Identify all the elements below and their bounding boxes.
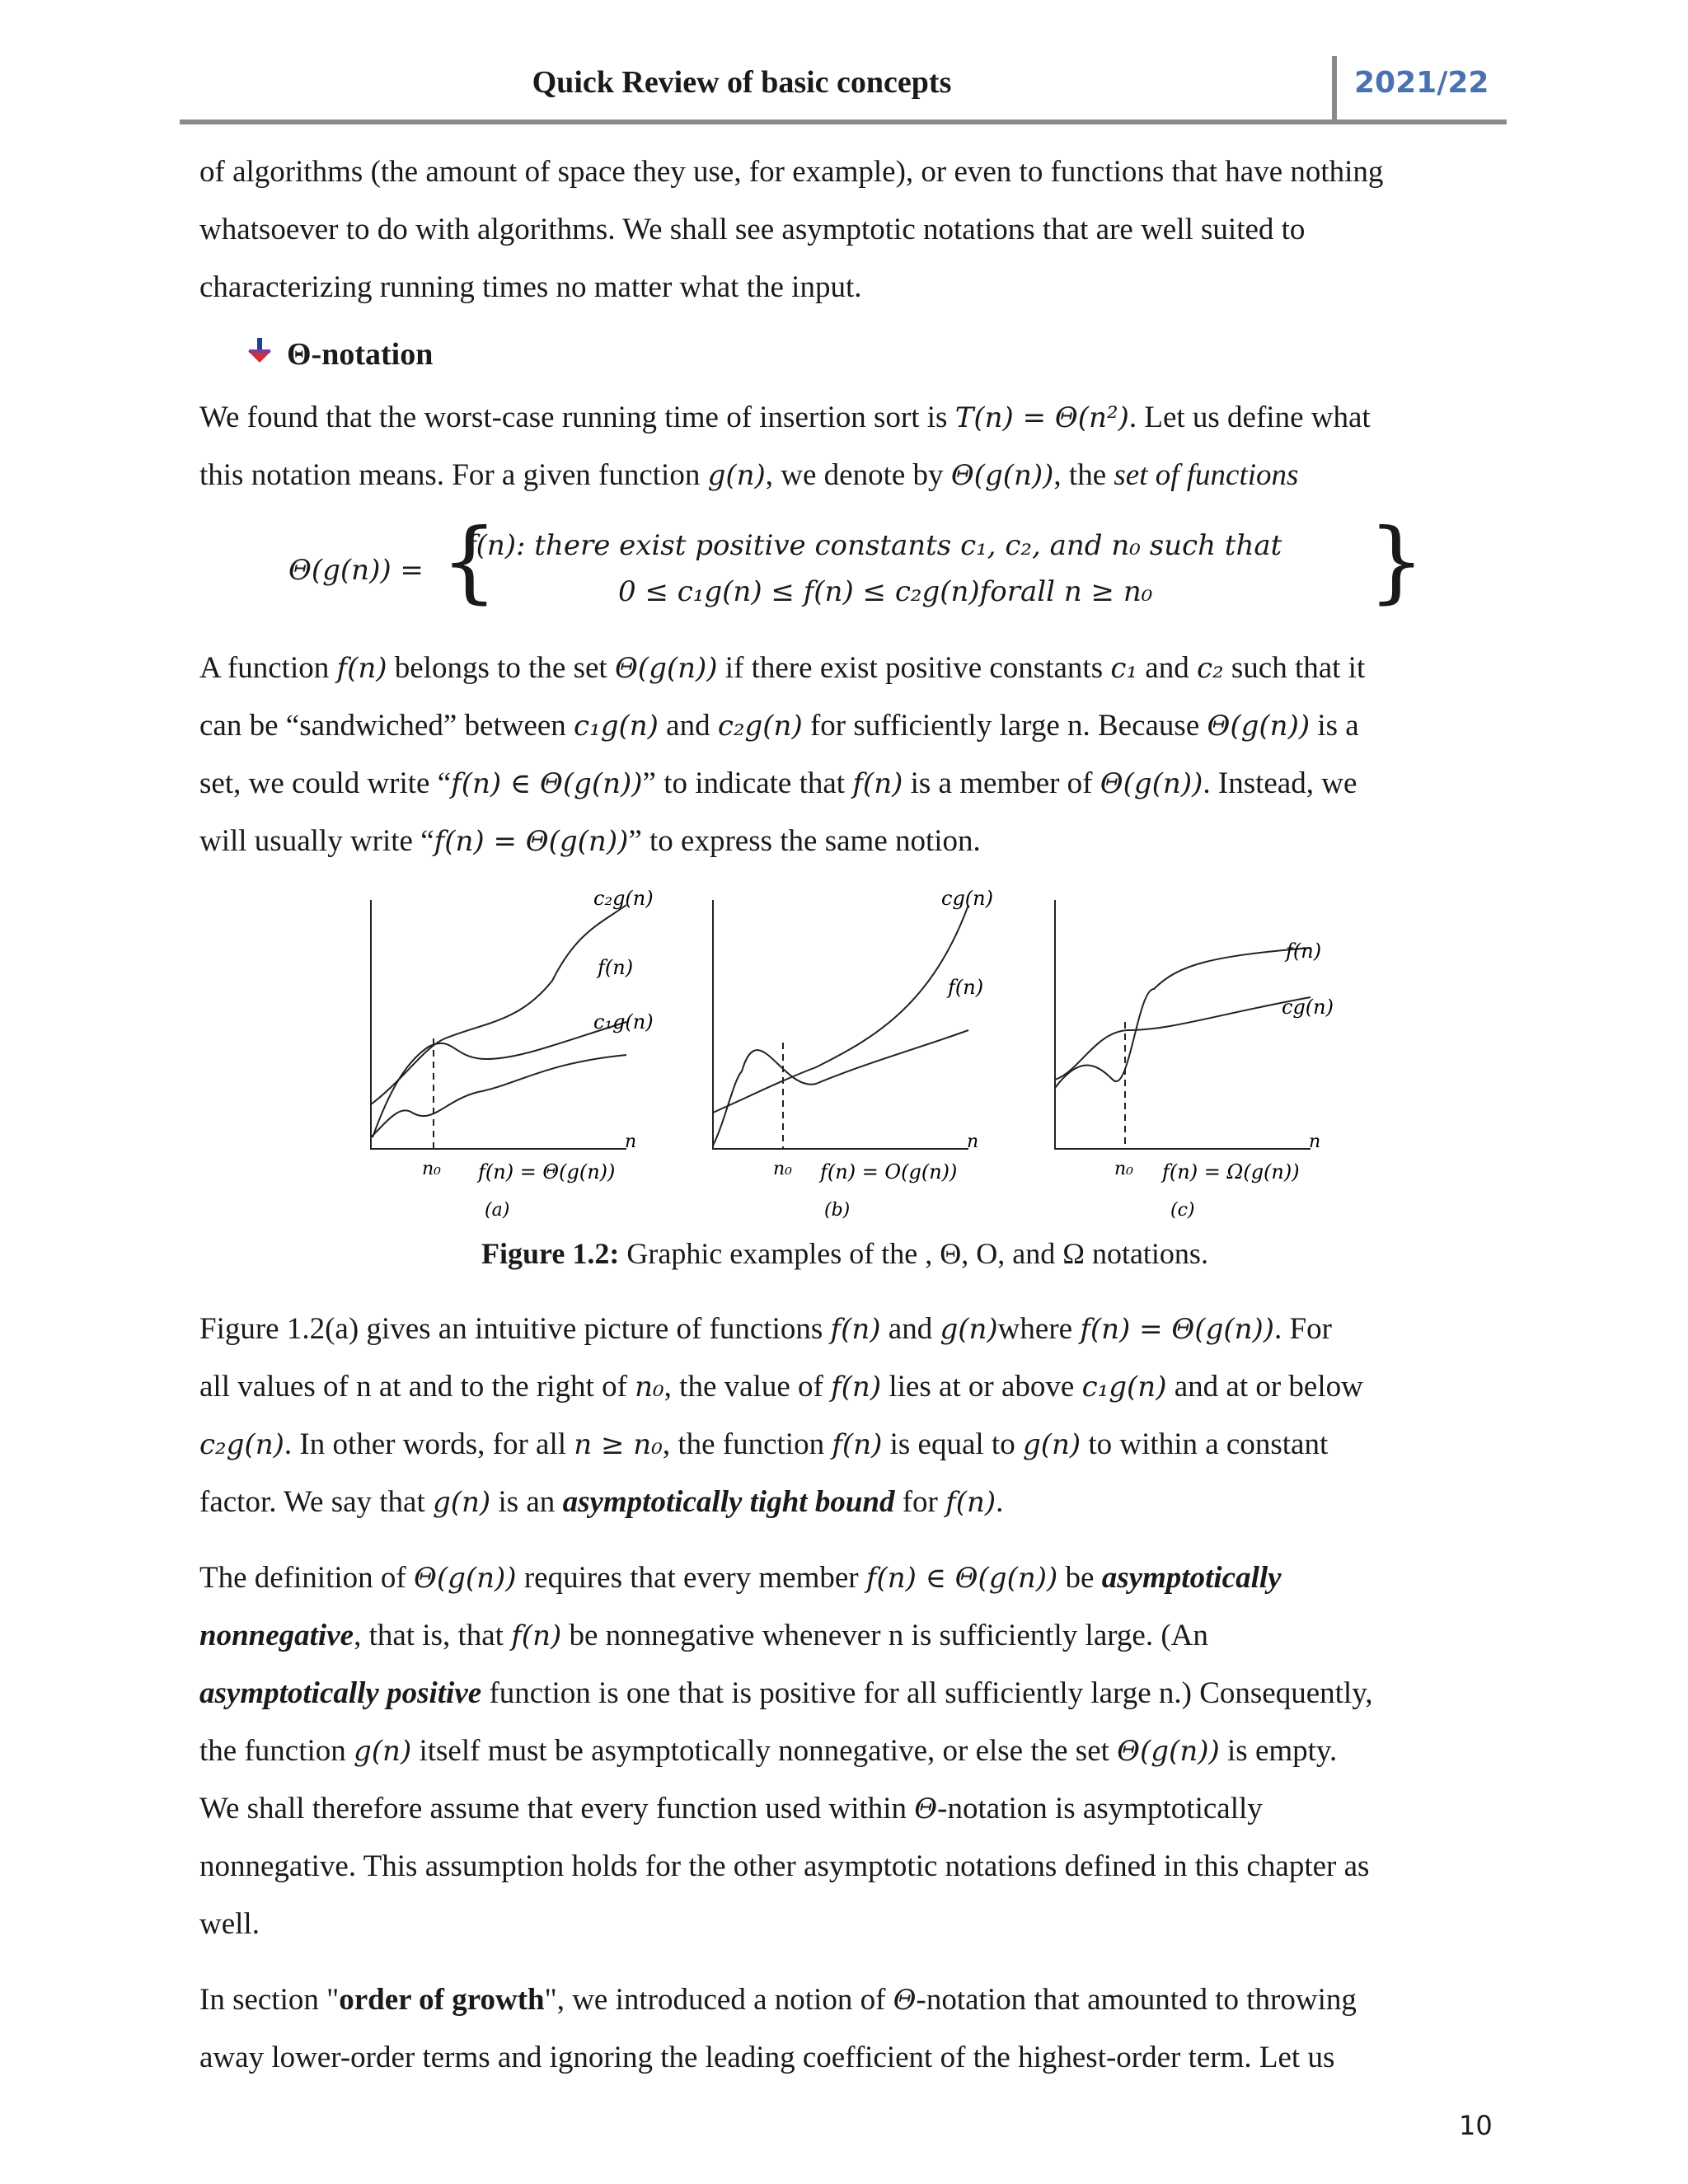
math: f(n) ∈ Θ(g(n)) (451, 767, 643, 800)
text: . (996, 1485, 1004, 1519)
text: be (1057, 1561, 1102, 1595)
label-n-a: n (625, 1132, 637, 1152)
text: Figure 1.2(a) gives an intuitive picture of functions (199, 1312, 831, 1346)
text-line (199, 1971, 1485, 2029)
text: ” to indicate that (642, 766, 853, 800)
formula-line-2: 0 ≤ c₁g(n) ≤ f(n) ≤ c₂g(n)forall n ≥ n₀ (618, 575, 1153, 608)
header-separator (1332, 56, 1337, 120)
text: order of growth (339, 1983, 545, 2017)
math: f(n) (852, 767, 903, 800)
text-line (199, 640, 1485, 697)
label-n0-c: n₀ (1114, 1159, 1133, 1179)
section-heading (246, 336, 433, 373)
text-line (199, 1416, 1485, 1474)
text: The definition of (199, 1561, 414, 1595)
page-number: 10 (1459, 2110, 1493, 2141)
asymptotic-notation-graphs (354, 890, 1376, 1236)
theta-definition-formula (288, 510, 1426, 620)
intro-line: whatsoever to do with algorithms. We shall see asymptotic notations that are well suited to (199, 213, 1306, 246)
math: c₁g(n) (1081, 1371, 1167, 1404)
text-line (199, 1780, 1485, 1838)
figure-caption (165, 1236, 1525, 1271)
intro-paragraph (199, 143, 1485, 316)
header-year: 2021/22 (1354, 66, 1489, 100)
text: is a (1310, 709, 1359, 743)
open-brace: { (441, 510, 498, 613)
text-line (199, 2029, 1485, 2087)
text: We shall therefore assume that every function used within (199, 1792, 915, 1825)
math: n₀ (635, 1371, 664, 1404)
text: A function (199, 651, 337, 685)
math: f(n) (830, 1313, 881, 1346)
math: n ≥ n₀ (574, 1428, 663, 1461)
text-line (199, 1549, 1485, 1607)
text: set, we could write “ (199, 766, 452, 800)
math: Θ(g(n)) (950, 459, 1054, 492)
text: , the value of (663, 1370, 832, 1404)
text: where (997, 1312, 1081, 1346)
text-line (199, 1896, 1485, 1953)
math: f(n) = Θ(g(n)) (1080, 1313, 1275, 1346)
math: Θ (914, 1793, 938, 1825)
text: function is one that is positive for all sufficiently large n.) Consequently, (481, 1676, 1373, 1710)
formula-lhs: Θ(g(n)) = (288, 554, 424, 587)
math: f(n) (511, 1619, 562, 1652)
text: , the function (662, 1427, 832, 1461)
label-n-b: n (967, 1132, 979, 1152)
down-arrow-icon (246, 336, 275, 373)
text: -notation is asymptotically (937, 1792, 1263, 1825)
section-title: Θ-notation (287, 337, 434, 372)
caption-text: Graphic examples of the , Θ, O, and Ω notations. (619, 1237, 1208, 1270)
math: c₂ (1196, 652, 1224, 685)
math: f(n) (832, 1428, 883, 1461)
text: and (1137, 651, 1197, 685)
math: g(n) (707, 459, 766, 492)
text-line (199, 1838, 1485, 1896)
math: c₁g(n) (574, 710, 659, 743)
text: and (880, 1312, 940, 1346)
text: away lower-order terms and ignoring the leading coefficient of the highest-order term. Let us (199, 2041, 1335, 2074)
text: . For (1274, 1312, 1332, 1346)
paragraph-4 (199, 1549, 1485, 1953)
label-f-c: f(n) (1286, 940, 1322, 963)
text-line (199, 697, 1485, 755)
text: this notation means. For a given function (199, 458, 708, 492)
text: itself must be asymptotically nonnegative, or else the set (411, 1734, 1118, 1768)
text: the function (199, 1734, 354, 1768)
caption-label: Figure 1.2: (481, 1237, 620, 1270)
text: is equal to (882, 1427, 1023, 1461)
text: be nonnegative whenever n is sufficiently large. (An (561, 1619, 1208, 1652)
text: is a member of (903, 766, 1100, 800)
text: and at or below (1166, 1370, 1363, 1404)
math: c₂g(n) (199, 1428, 284, 1461)
text: if there exist positive constants (717, 651, 1111, 685)
text: nonnegative (199, 1619, 354, 1652)
math: c₁ (1110, 652, 1138, 685)
text: nonnegative. This assumption holds for the other asymptotic notations defined in this chapter as (199, 1849, 1370, 1883)
math: g(n) (354, 1735, 412, 1768)
text: In section " (199, 1983, 340, 2017)
text: We found that the worst-case running time of insertion sort is (199, 401, 955, 434)
label-f-b: f(n) (948, 976, 984, 999)
label-n0-b: n₀ (773, 1159, 792, 1179)
paragraph-3 (199, 1301, 1485, 1531)
text-line (199, 1607, 1485, 1665)
intro-line: of algorithms (the amount of space they use, for example), or even to functions that have nothing (199, 155, 1384, 189)
text: requires that every member (516, 1561, 866, 1595)
text-line (199, 1722, 1485, 1780)
text-line (199, 389, 1485, 447)
header-title: Quick Review of basic concepts (532, 65, 952, 100)
text: such that it (1223, 651, 1366, 685)
math: c₂g(n) (717, 710, 803, 743)
text: lies at or above (881, 1370, 1082, 1404)
label-cg-b: cg(n) (941, 890, 993, 910)
figure-1-2 (354, 890, 1376, 1236)
text: , the (1053, 458, 1114, 492)
math: Θ (893, 1984, 917, 2017)
text: . Instead, we (1203, 766, 1357, 800)
italic-text: set of functions (1114, 458, 1299, 492)
text: well. (199, 1907, 260, 1941)
math: f(n) (831, 1371, 882, 1404)
text-line (199, 447, 1485, 504)
label-f-a: f(n) (598, 956, 634, 979)
text: for (894, 1485, 946, 1519)
paragraph-2 (199, 640, 1485, 870)
label-rel-b: f(n) = O(g(n)) (820, 1160, 958, 1183)
text-line (199, 1358, 1485, 1416)
math: g(n) (1022, 1428, 1081, 1461)
text: is empty. (1219, 1734, 1338, 1768)
text-line (199, 813, 1485, 870)
label-n-c: n (1309, 1132, 1321, 1152)
intro-line: characterizing running times no matter what the input. (199, 270, 862, 304)
label-c2g: c₂g(n) (593, 890, 654, 910)
paragraph-5 (199, 1971, 1485, 2087)
math: f(n) (945, 1486, 996, 1519)
label-c1g: c₁g(n) (593, 1010, 654, 1033)
close-brace: } (1368, 510, 1425, 613)
math: f(n) = Θ(g(n)) (434, 825, 629, 858)
label-rel-a: f(n) = Θ(g(n)) (478, 1160, 616, 1183)
text: ", we introduced a notion of (544, 1983, 893, 2017)
label-cg-c: cg(n) (1282, 996, 1334, 1019)
label-sub-b: (b) (824, 1200, 851, 1221)
text: will usually write “ (199, 824, 434, 858)
text: asymptotically positive (199, 1676, 482, 1710)
text: . Let us define what (1128, 401, 1371, 434)
text-line (199, 1474, 1485, 1531)
text: ” to express the same notion. (628, 824, 981, 858)
math: T(n) = Θ(n²) (954, 401, 1129, 434)
text: , we denote by (765, 458, 951, 492)
math: Θ(g(n)) (1100, 767, 1203, 800)
header-rule (180, 120, 1507, 124)
text: asymptotically (1101, 1561, 1282, 1595)
text: is an (490, 1485, 563, 1519)
math: f(n) ∈ Θ(g(n)) (865, 1562, 1058, 1595)
math: f(n) (336, 652, 387, 685)
text-line (199, 755, 1485, 813)
text: for sufficiently large n. Because (802, 709, 1207, 743)
text: . In other words, for all (284, 1427, 574, 1461)
math: g(n) (940, 1313, 998, 1346)
text: asymptotically tight bound (562, 1485, 895, 1519)
text: to within a constant (1081, 1427, 1329, 1461)
text: all values of n at and to the right of (199, 1370, 635, 1404)
label-sub-a: (a) (485, 1200, 510, 1221)
text: , that is, that (354, 1619, 512, 1652)
text-line (199, 1665, 1485, 1722)
math: Θ(g(n)) (614, 652, 718, 685)
text: -notation that amounted to throwing (916, 1983, 1357, 2017)
math: Θ(g(n)) (1117, 1735, 1220, 1768)
text: factor. We say that (199, 1485, 433, 1519)
label-rel-c: f(n) = Ω(g(n)) (1162, 1160, 1300, 1183)
paragraph-1 (199, 389, 1485, 504)
text: belongs to the set (387, 651, 615, 685)
math: Θ(g(n)) (1207, 710, 1311, 743)
math: g(n) (433, 1486, 491, 1519)
text-line (199, 1301, 1485, 1358)
text: can be “sandwiched” between (199, 709, 574, 743)
math: Θ(g(n)) (413, 1562, 517, 1595)
formula-line-1: f(n): there exist positive constants c₁, c₂, and n₀ such that (466, 529, 1282, 562)
label-n0-a: n₀ (422, 1159, 441, 1179)
text: and (658, 709, 718, 743)
label-sub-c: (c) (1170, 1200, 1195, 1221)
